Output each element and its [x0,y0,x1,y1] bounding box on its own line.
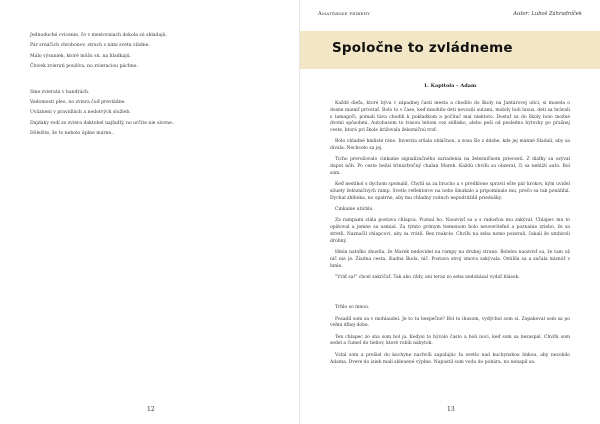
right-page [300,0,600,424]
page-title: Spoločne to zvládneme [332,40,513,56]
poem-line: Vedomosti pleo, no zviera čuď prevládne. [30,100,126,106]
paragraph: Vstal som a prešiel do kuchyne nachvíli zapalujúc ťa svetlo nad kuchynskou linkou, aby nezobilo Adama. Dvere do izieb mali skleuené výplne. Napustil som vodu do pohára, no nenapil sa. [330,352,570,365]
poem-line: Pár srnáčich chrobonov, strach s nimi svetu vládne. [30,43,150,49]
poem-line: Jednoduché cvicenie, čo v mestovniach dokola sú skladajú. [30,33,168,38]
paragraph: Bolo chladné hmlisté ráno. Inverzia sršala obláčnou, a zosa šlo z dúshe, kde jej mánné Sladali, aby sa divala. Nechcelo sa jej. [330,139,570,152]
paragraph: Ten chlapec zo sna som bol ja. Kedysi to bývalo často a bolí noci, keď som sa nezaspal. Chvíľu som sedel a čumel do tieňov, ktoré robili nábytok. [330,334,570,347]
poem-line: Dajdaky rodí zo zviera daktobel najfadlý, no určite nie slovne.. [30,120,175,126]
paragraph: Každé dieťa, ktoré býva v západnej časti mesta a chodilo do školy na Jantárovej ulici, si musela o dosne mieniť privetať. Bolo to v čase, keď mnohíte deti nevozili autami, mobily boli luxus, deti sa hrávali s tamagoči, pomali táva chodili k pokladkom a počítač mal niektoto. Dostať sa do školy bolo možné dvomi spôsobmi. Autobusom to trasou letiom cez sídlisko, alebo peši od posledno bytovky po prašnej ceste, ktorá pri škole križovala železničnú trať. [330,101,570,133]
paragraph: "Vráť sa!" chcel zakričať. Tak ako vždy, ani teraz zo seba nedokázal vydať hlások. [335,274,520,280]
poem-line: Málo výsuniek, ktoré môžu sú, na hladkajú. [30,53,132,59]
paragraph: Hmla natoľko zhustla, že Marek nedovidel na rampy na druhej strane. Bolelos naozvisť sa, že tam už nič nie je. Žiadna cesta, žiadna škola, nič. Postava stroj zmova zakývala. Ostilila sa a začala miznúť v hmle. [330,250,570,269]
poem-line: Človek zvierati používa, no zvieraciou páchne. [30,64,138,70]
paragraph: Za rampami stála postava chlapca. Poznal ho. Naozvisť sa a s radosťou mu zakýval. Chlapec mu to opätoval a jemne sa usmial. Za týmto prímym tiemenom bolo neuveriteľné a poznanie zriebo, že sa stretli. Naznačil chlapcovi, aby sa vrátil. Bez reakcie. Chvíľu na seba nemo pozerali, čakali že umbiroli drobný. [330,218,570,244]
header-author: Autor: Luboš Záhradníček [513,11,582,17]
header-series: Amatérske príbehy [318,11,371,17]
running-header [318,11,582,21]
page-number-left: 12 [147,406,155,413]
paragraph: Trhlo so mnou. [335,305,370,311]
poem-line: Uväznení v pravidlách a nedotvých služieb. [30,110,131,116]
poem-line: Dôležite, že to nebolo úplne márne.. [30,131,115,137]
paragraph: Cinkanie utíchlo. [335,207,374,213]
poem-line: Sme zvieratá v handrách. [30,89,90,95]
paragraph: Posadil som sa v mohlaudel. Je to tu bezpečné? Bol to ihusom, vydýchol som si. Zopakoval som sa po veľmi dlhej dobe. [330,316,570,329]
paragraph: Ticho prerušovalo cinkanie signalizačného zariadenia na železničnom priecestí. Z diaľky sa ozýval dupot nôh. Po ceste bežal trinásťročný chalan Marek. Každú chvíľu sa obzeral, či sa nebliží auto. Bol sám. [330,157,570,176]
page-number-right: 13 [447,406,455,413]
paragraph: Keď nestihol s dychom spomalil. Chytil sa za brucho a v predklone spravil ešte pár krokov, kým uvidel siluety železničných rámp. Svetlo reflektorov na nebo šmukalo a pripomínalo mu, prečo sa tak ponáhľal. Dychal zhlboka, no opatrne, aby mu chladný vzduch nepodráždil priedušky. [330,182,570,201]
chapter-heading: 1. Kapitola – Adam [423,83,477,89]
title-band [300,31,600,69]
poem-text [30,31,270,140]
body-text [330,101,570,371]
